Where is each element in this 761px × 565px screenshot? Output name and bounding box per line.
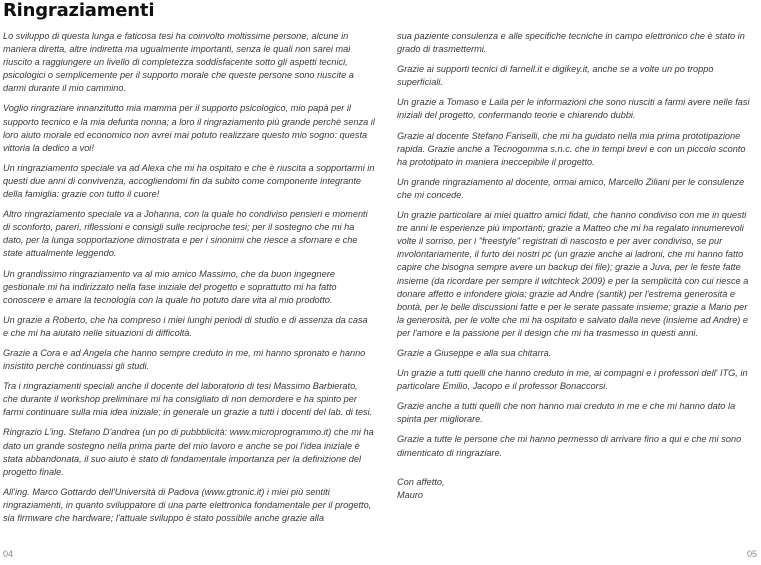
paragraph: Grazie a Giuseppe e alla sua chitarra. — [397, 347, 552, 358]
paragraph: Grazie al docente Stefano Fariselli, che mi ha guidato nella mia prima prototipazione rapida. Grazie anche a Tecnogomma s.n.c. che in tempi brevi e con un piccolo sconto ha prototipato in maniera ineccepibile il progetto. — [397, 130, 746, 167]
paragraph: All'ing. Marco Gottardo dell'Università di Padova (www.gtronic.it) i miei più sentiti ringraziamenti, in quanto sviluppatore di una parte elettronica fondamentale per il progetto, sia firmware che hardware; l'attuale sviluppo è stato possibile anche grazie alla — [3, 486, 372, 523]
paragraph: Voglio ringraziare innanzitutto mia mamma per il supporto psicologico, mio papà per il supporto tecnico e la mia defunta nonna; a loro il ringraziamento più grande perchè senza il loro aiuto morale ed economico non avrei mai potuto realizzare questo mio sogno: questa vittoria la dedico a voi! — [3, 103, 375, 153]
paragraph: sua paziente consulenza e alle specifiche tecniche in campo elettronico che è stato in grado di trasmettermi. — [397, 31, 745, 55]
paragraph: Ringrazio L'ing. Stefano D'andrea (un po di pubbblicità: www.microprogrammo.it) che mi ha dato un grande sostegno nella prima parte del mio lavoro e anche se poi l'idea iniziale è stata abbandonata, il suo aiuto è stato di fondamentale importanza per la definizione del progetto finale. — [3, 427, 374, 477]
paragraph: Un grazie a Tomaso e Laila per le informazioni che sono riusciti a farmi avere nelle fasi iniziali del progetto, confermando teorie e chiarendo dubbi. — [397, 97, 750, 121]
paragraph: Grazie ai supporti tecnici di farnell.it e digikey.it, anche se a volte un po troppo superficiali. — [397, 64, 714, 88]
paragraph: Un grazie a Roberto, che ha compreso i miei lunghi periodi di studio e di assenza da casa e che mi ha aiutato nelle situazioni di difficoltà. — [3, 314, 368, 338]
page-number-right: 05 — [746, 549, 757, 559]
paragraph: Grazie a Cora e ad Angela che hanno sempre creduto in me, mi hanno spronato e hanno insistito perchè continuassi gli studi. — [3, 347, 366, 372]
page-number-left: 04 — [3, 549, 14, 559]
page-title: Ringraziamenti — [3, 0, 155, 21]
signature-closing: Con affetto, — [397, 476, 445, 487]
right-column — [397, 30, 757, 509]
paragraph: Un grande ringraziamento al docente, ormai amico, Marcello Ziliani per le consulenze che mi concede. — [397, 176, 745, 200]
paragraph: Tra i ringraziamenti speciali anche il docente del laboratorio di tesi Massimo Barbierato, che durante il workshop preliminare mi ha consigliato di non demordere e ha spinto per farmi continuare sulla mia idea iniziale; in generale un grazie a tutti i docenti del lab. di tesi. — [3, 381, 373, 418]
paragraph: Un grazie a tutti quelli che hanno creduto in me, ai compagni e i professori dell' ITG, in particolare Emilio, Jacopo e il professor Bonaccorsi. — [397, 368, 748, 392]
paragraph: Un ringraziamento speciale va ad Alexa che mi ha ospitato e che è riuscita a sopportarmi in questi due anni di convivenza, accogliendomi fin da subito come componente integrante della famiglia: grazie con tutto il cuore! — [3, 162, 375, 200]
paragraph: Un grazie particolare ai miei quattro amici fidati, che hanno condiviso con me in questi tre anni le esperienze più importanti; grazie a Matteo che mi ha regalato innumerevoli volte il sorriso, per i "freestyle" registrati di nascosto e per aver condiviso, se pur involontariamente, il furto dei nostri pc (un grazie anche ai ladroni, che mi hanno fatto capire che bisogna sempre avere un backup dei file); grazie a Juva, per le feste fatte insieme (da ricordare per sempre il witchteck 2009) e per la semplicità con cui riesce a donare affetto e infondere gioia; grazie ad Andre (santik) per l'estrema generosità e bontà, per le belle discussioni fatte e per le serate passate insieme; grazie a Mario per la generosità, per le volte che mi ha ospitato e salvato dalla neve (insieme ad Andre) e per l'amore e la passione per il design che mi ha trasmesso in questi anni. — [397, 210, 749, 338]
paragraph: Grazie a tutte le persone che mi hanno permesso di arrivare fino a qui e che mi sono dimenticato di ringraziare. — [397, 434, 742, 458]
signature-name: Mauro — [397, 489, 424, 500]
paragraph: Lo sviluppo di questa lunga e faticosa tesi ha coinvolto moltissime persone, alcune in maniera diretta, altre indiretta ma ugualmente importanti, senza le quali non sarei mai riuscito a raggiungere un livello di completezza soddisfacente sotto gli aspetti tecnici, psicologici o semplicemente per il supporto morale che queste persone sono riuscite a darmi durante il mio cammino. — [3, 31, 354, 94]
signature — [397, 476, 757, 502]
paragraph: Un grandissimo ringraziamento va al mio amico Massimo, che da buon ingegnere gestionale mi ha indirizzato nella fase iniziale del progetto e soprattutto mi ha fatto conoscere e amare la tecnologia con la quale ho potuto dare vita al mio prodotto. — [3, 268, 337, 305]
left-column — [3, 30, 375, 532]
paragraph: Grazie anche a tutti quelli che non hanno mai creduto in me e che mi hanno dato la spinta per migliorare. — [397, 401, 736, 425]
paragraph: Altro ringraziamento speciale va a Johanna, con la quale ho condiviso pensieri e momenti di sconforto, pareri, riflessioni e consigli sulle reciproche tesi; per il sostegno che mi ha dato, per la lunga sopportazione dimostrata e per i sinonimi che riesce a sfornare e che state attualmente leggendo. — [3, 209, 368, 259]
